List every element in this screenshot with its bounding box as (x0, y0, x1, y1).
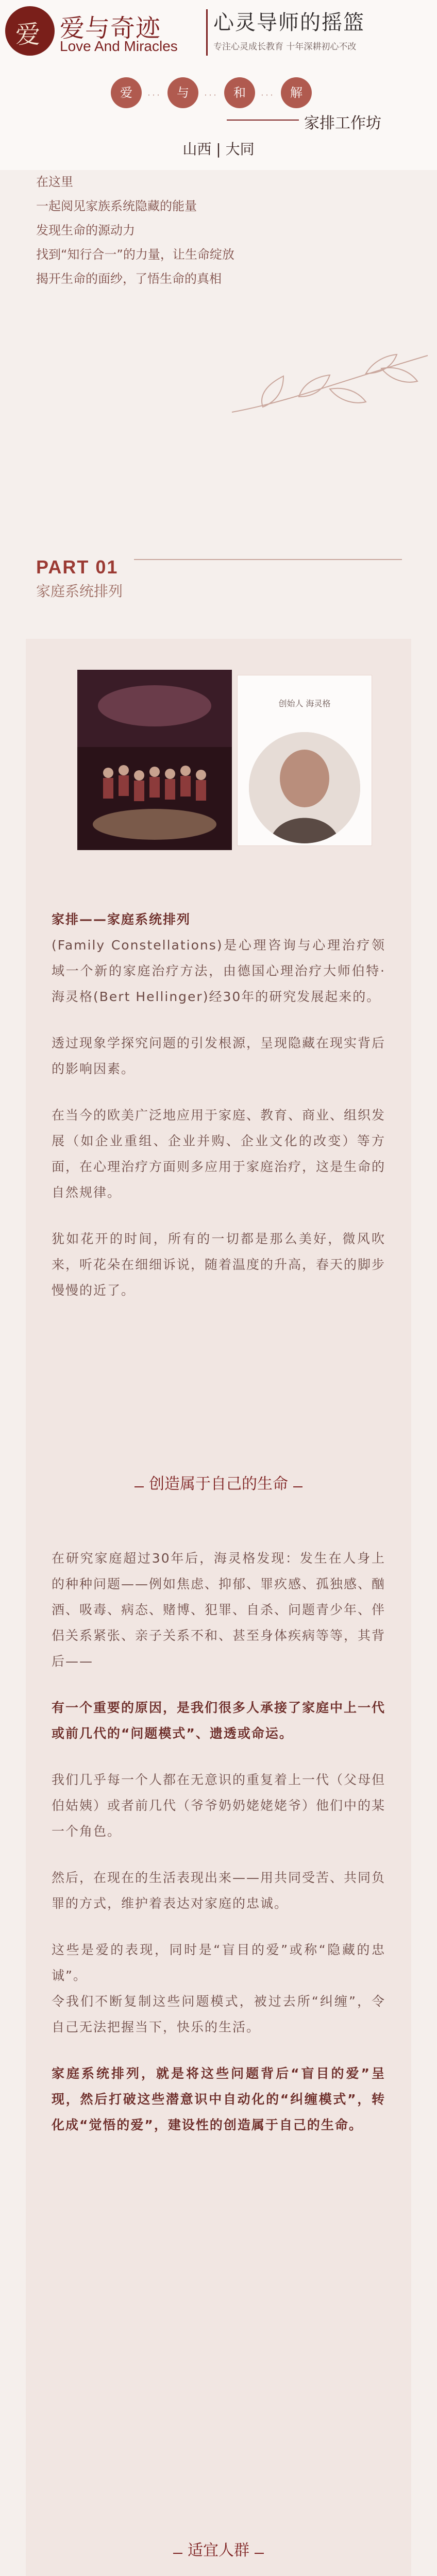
article-paragraph-bold: 家庭系统排列，就是将这些问题背后“盲目的爱”呈现，然后打破这些潜意识中自动化的“纠缠模式”，转化成“觉悟的爱”，建设性的创造属于自己的生命。 (52, 2066, 385, 2132)
subtitle-create-life (26, 1471, 411, 1494)
studio-rule (227, 120, 299, 121)
article-paragraph: 令我们不断复制这些问题模式，被过去所“纠缠”，令自己无法把握当下，快乐的生活。 (52, 1994, 385, 2035)
article-paragraph: 在研究家庭超过30年后，海灵格发现：发生在人身上的种种问题——例如焦虑、抑郁、罪疚感、孤独感、酗酒、吸毒、病态、赌博、犯罪、自杀、问题青少年、伴侣关系紧张、亲子关系不和、甚至身体疾病等等，其背后—— (52, 1551, 386, 1669)
article-paragraph: 然后，在现在的生活表现出来——用共同受苦、共同负罪的方式，维护着表达对家庭的忠诚。 (52, 1870, 386, 1911)
leaf-branch-icon (227, 340, 433, 433)
article-paragraph: 犹如花开的时间，所有的一切都是那么美好，微风吹来，听花朵在细细诉说，随着温度的升高，春天的脚步慢慢的近了。 (52, 1231, 386, 1298)
article-paragraph: (Family Constellations)是心理咨询与心理治疗领域一个新的家庭治疗方法，由德国心理治疗大师伯特·海灵格(Bert Hellinger)经30年的研究发展起来的。 (52, 938, 385, 1004)
section-part1-header (36, 556, 123, 601)
article-paragraph: 这些是爱的表现，同时是“盲目的爱”或称“隐藏的忠诚”。 (52, 1942, 385, 1983)
portrait-image (249, 732, 360, 843)
dots-icon: ··· (204, 90, 218, 100)
dash-icon (135, 1486, 144, 1487)
tagline (206, 6, 433, 63)
article-block-2 (52, 1546, 385, 2138)
tagline-title: 心灵导师的摇篮 (213, 11, 365, 35)
brand-name-cn: 爱与奇迹 (60, 14, 161, 43)
studio-name: 家排工作坊 (304, 114, 381, 132)
intro-line: 找到“知行合一”的力量，让生命绽放 (36, 247, 234, 262)
intro-line: 发现生命的源动力 (36, 223, 135, 238)
portrait-caption: 创始人 海灵格 (278, 699, 331, 708)
subtitle-text: 适宜人群 (188, 2541, 249, 2560)
portrait-photo (249, 732, 360, 843)
dash-icon (255, 2553, 264, 2554)
section-number: PART 01 (36, 556, 119, 578)
dots-icon: ··· (147, 90, 162, 100)
intro-line: 在这里 (36, 175, 73, 189)
logo-seal-text: 爱 (15, 20, 41, 49)
section-title: 家庭系统排列 (36, 583, 123, 600)
tagline-divider (206, 9, 208, 56)
section-rule (134, 559, 402, 560)
dash-icon (173, 2553, 182, 2554)
stage-photo (77, 670, 232, 850)
intro-block (36, 170, 397, 291)
logo-seal-icon (5, 6, 55, 56)
keyword-chip: 爱 (111, 77, 142, 108)
dash-icon (293, 1486, 302, 1487)
subtitle-audience (26, 2537, 411, 2560)
brand-name-en: Love And Miracles (60, 38, 178, 54)
keyword-chip: 与 (167, 77, 198, 108)
page-header (0, 0, 437, 170)
location: 山西 | 大同 (182, 141, 255, 158)
keyword-chip: 和 (224, 77, 255, 108)
tagline-subtitle: 专注心灵成长教育 十年深耕初心不改 (213, 42, 357, 52)
article-paragraph: 在当今的欧美广泛地应用于家庭、教育、商业、组织发展（如企业重组、企业并购、企业文化的改变）等方面，在心理治疗方面则多应用于家庭治疗，这是生命的自然规律。 (52, 1108, 386, 1200)
article-term: 家排——家庭系统排列 (52, 912, 191, 927)
brand-logo (5, 5, 180, 62)
article-block (52, 907, 385, 1303)
article-paragraph: 我们几乎每一个人都在无意识的重复着上一代（父母但伯姑姨）或者前几代（爷爷奶奶姥姥姥爷）他们中的某一个角色。 (52, 1772, 386, 1839)
intro-line: 一起阅见家族系统隐藏的能量 (36, 199, 197, 213)
article-paragraph-bold: 有一个重要的原因，是我们很多人承接了家庭中上一代或前几代的“问题模式”、遗透或命运。 (52, 1700, 386, 1741)
stage-scene-image (77, 670, 232, 850)
intro-line: 揭开生命的面纱，了悟生命的真相 (36, 272, 222, 286)
keyword-chip: 解 (281, 77, 312, 108)
portrait-card (237, 675, 372, 846)
subtitle-text: 创造属于自己的生命 (149, 1475, 288, 1493)
dots-icon: ··· (261, 90, 275, 100)
article-paragraph: 透过现象学探究问题的引发根源，呈现隐藏在现实背后的影响因素。 (52, 1036, 386, 1076)
